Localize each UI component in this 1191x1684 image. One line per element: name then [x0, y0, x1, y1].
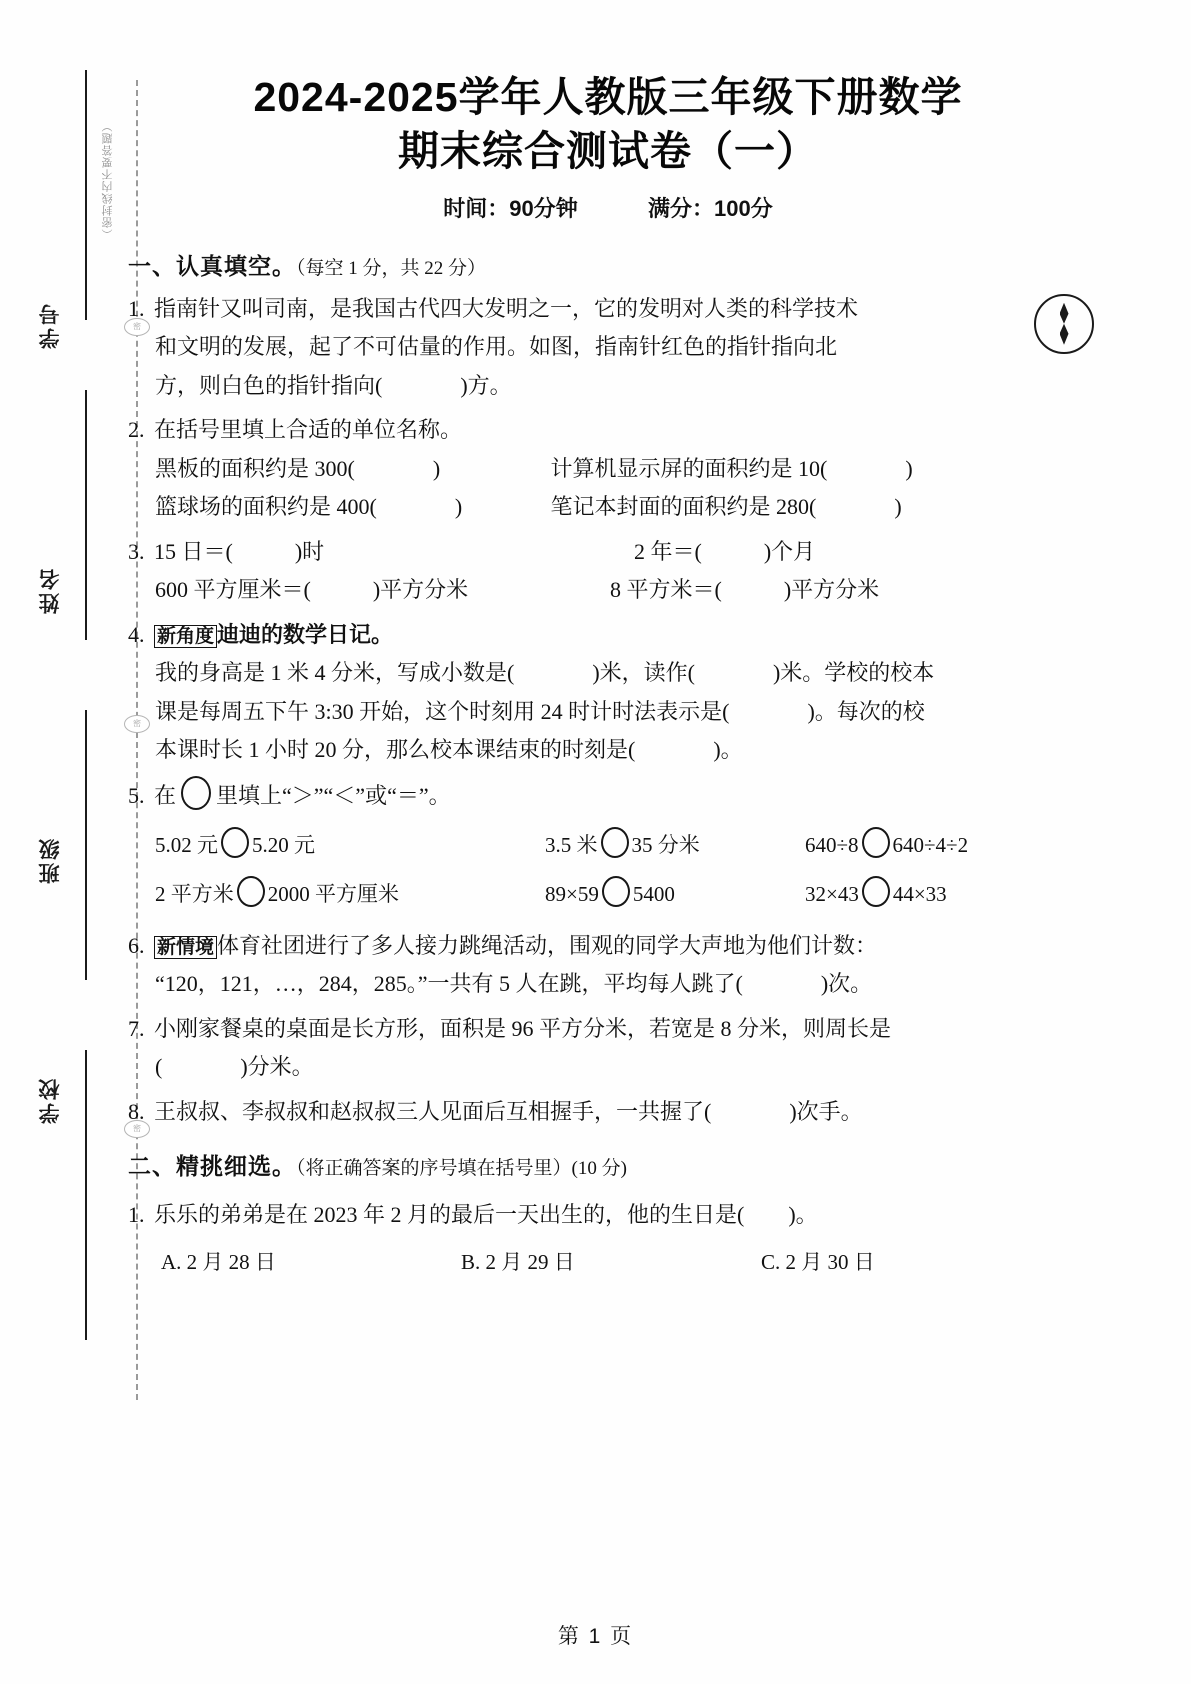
question-text: )分米。	[240, 1054, 314, 1080]
question-text: )次。	[820, 971, 873, 997]
question-text: 乐乐的弟弟是在 2023 年 2 月的最后一天出生的，他的生日是(	[154, 1201, 745, 1227]
question-tag: 新角度	[154, 625, 217, 648]
seal-label-name: 姓名	[39, 566, 62, 614]
compare-left: 640÷8	[805, 833, 859, 858]
question-text: 我的身高是 1 米 4 分米，写成小数是(	[155, 660, 515, 686]
question-line	[128, 927, 1088, 966]
page-title	[128, 70, 1088, 178]
exam-duration: 时间：90分钟	[443, 196, 578, 222]
question-text: )米，读作(	[592, 660, 695, 686]
compare-right: 5400	[632, 881, 675, 906]
item-text: 笔记本封面的面积约是 280(	[550, 494, 817, 520]
exam-total-score: 满分：100分	[648, 196, 773, 222]
unit-item	[551, 450, 913, 489]
compare-item	[545, 827, 805, 864]
seal-divider-line	[85, 70, 87, 320]
conv-item	[154, 533, 634, 572]
question-fill-8	[128, 1093, 1088, 1132]
seal-note: （密封线内不要答题）	[102, 120, 114, 240]
question-line	[128, 1048, 1088, 1087]
item-text: 篮球场的面积约是 400(	[155, 494, 377, 520]
question-text: 本课时长 1 小时 20 分，那么校本课结束的时刻是(	[155, 737, 636, 763]
compare-item	[155, 876, 545, 913]
compare-row	[128, 827, 1088, 864]
question-line	[128, 1010, 1088, 1049]
compare-item	[805, 827, 1095, 864]
question-text: 方，则白色的指针指向(	[155, 372, 383, 398]
item-text: 8 平方米＝(	[610, 577, 722, 603]
question-text: 迪迪的数学日记。	[217, 621, 394, 647]
item-close: )平方分米	[783, 577, 880, 603]
compare-right: 5.20 元	[252, 833, 315, 858]
question-text: 在括号里填上合适的单位名称。	[154, 417, 463, 443]
compare-item	[155, 827, 545, 864]
question-line	[128, 533, 1088, 572]
unit-item	[551, 488, 902, 527]
question-number: 3.	[128, 538, 145, 564]
choice-option-b[interactable]: B. 2 月 29 日	[461, 1250, 575, 1275]
compare-circle[interactable]	[602, 876, 630, 907]
compare-left: 32×43	[805, 881, 859, 906]
question-line	[128, 1093, 1088, 1132]
compass-icon	[1034, 294, 1094, 354]
compare-left: 89×59	[545, 881, 599, 906]
question-number: 2.	[128, 417, 145, 443]
choice-option-c[interactable]: C. 2 月 30 日	[761, 1250, 875, 1275]
question-text: 小刚家餐桌的桌面是长方形，面积是 96 平方分米，若宽是 8 分米，则周长是	[154, 1015, 892, 1041]
title-line-2: 期末综合测试卷（一）	[398, 128, 818, 175]
compass-needle-icon	[1060, 303, 1069, 345]
question-text: )次手。	[789, 1098, 863, 1124]
question-number: 5.	[128, 782, 145, 808]
question-fill-4	[128, 616, 1088, 770]
question-line	[128, 731, 1088, 770]
question-line	[128, 1196, 1088, 1235]
compare-left: 5.02 元	[155, 833, 218, 858]
question-number: 7.	[128, 1015, 145, 1041]
seal-stamp-icon: 密	[124, 715, 150, 733]
question-line	[128, 654, 1088, 693]
page-footer: 第 1 页	[557, 1625, 634, 1648]
question-line	[128, 776, 1088, 816]
compare-item	[805, 876, 1095, 913]
exam-content	[128, 70, 1088, 1281]
question-line: 和文明的发展，起了不可估量的作用。如图，指南针红色的指针指向北	[155, 334, 838, 360]
question-fill-5	[128, 776, 1088, 913]
item-text: 黑板的面积约是 300(	[155, 455, 355, 481]
question-number: 1.	[128, 1201, 145, 1227]
item-close: )时	[294, 538, 325, 564]
section-heading-fill-in	[128, 249, 1088, 284]
item-close: )	[432, 455, 441, 481]
item-text: 计算机显示屏的面积约是 10(	[550, 455, 828, 481]
conv-item	[610, 577, 879, 602]
compare-circle[interactable]	[237, 876, 265, 907]
exam-meta	[128, 192, 1088, 223]
question-text: 指南针又叫司南，是我国古代四大发明之一，它的发明对人类的科学技术	[154, 295, 859, 321]
question-line	[128, 571, 1088, 610]
item-close: )平方分米	[372, 577, 469, 603]
section-1-title: 一、认真填空。	[128, 253, 296, 280]
seal-strip	[39, 60, 141, 1440]
question-number: 1.	[128, 295, 145, 321]
section-1-score: （每空 1 分，共 22 分）	[296, 258, 487, 280]
question-text: 王叔叔、李叔叔和赵叔叔三人见面后互相握手，一共握了(	[154, 1098, 712, 1124]
choice-options-row	[128, 1244, 1088, 1281]
item-text: 600 平方厘米＝(	[155, 577, 311, 603]
question-line	[128, 616, 1088, 655]
question-line	[128, 290, 1088, 329]
compare-left: 3.5 米	[545, 833, 598, 858]
question-line	[128, 450, 1088, 489]
title-line-1: 2024-2025学年人教版三年级下册数学	[253, 74, 963, 120]
seal-label-school: 学校	[39, 1076, 62, 1124]
question-text: 里填上“＞”“＜”或“＝”。	[216, 782, 451, 808]
question-line	[128, 411, 1088, 450]
question-fill-3	[128, 533, 1088, 610]
section-heading-multiple-choice	[128, 1149, 1088, 1184]
question-number: 6.	[128, 932, 145, 958]
question-text: 在	[154, 782, 177, 808]
section-2-title: 二、精挑细选。	[128, 1153, 296, 1180]
unit-item	[155, 450, 545, 489]
question-text: “120，121，…，284，285。”一共有 5 人在跳，平均每人跳了(	[155, 971, 743, 997]
choice-option-a[interactable]: A. 2 月 28 日	[161, 1250, 276, 1275]
compare-row	[128, 876, 1088, 913]
conv-item	[155, 571, 610, 610]
question-text: )。每次的校	[807, 698, 925, 724]
compare-right: 35 分米	[631, 833, 700, 858]
question-text: 课是每周五下午 3:30 开始，这个时刻用 24 时计时法表示是(	[155, 698, 730, 724]
compare-item	[545, 876, 805, 913]
question-line	[128, 488, 1088, 527]
question-text: )米。学校的校本	[772, 660, 935, 686]
question-text: 体育社团进行了多人接力跳绳活动，围观的同学大声地为他们计数：	[217, 932, 878, 958]
question-text: )。	[788, 1201, 818, 1227]
question-line	[128, 367, 1088, 406]
question-text: )。	[713, 737, 743, 763]
question-tag: 新情境	[154, 936, 217, 959]
question-text: (	[155, 1054, 163, 1080]
item-close: )	[454, 494, 463, 520]
item-close: )	[905, 455, 913, 481]
question-line	[128, 965, 1088, 1004]
question-number: 8.	[128, 1098, 145, 1124]
seal-label-student-id: 学号	[39, 301, 62, 349]
question-fill-7	[128, 1010, 1088, 1087]
question-text: )方。	[460, 372, 512, 398]
compare-right: 640÷4÷2	[892, 833, 969, 858]
seal-stamp-icon: 密	[124, 318, 150, 336]
seal-label-class: 班级	[39, 836, 62, 884]
item-close: )	[894, 494, 902, 520]
question-choice-1	[128, 1196, 1088, 1281]
question-fill-6	[128, 927, 1088, 1004]
compare-circle[interactable]	[862, 876, 890, 907]
question-line	[128, 693, 1088, 732]
compare-right: 44×33	[892, 881, 947, 906]
question-fill-2	[128, 411, 1088, 527]
item-close: )个月	[763, 538, 816, 564]
compare-right: 2000 平方厘米	[267, 881, 399, 906]
compare-circle[interactable]	[601, 827, 629, 858]
compare-circle[interactable]	[862, 827, 890, 858]
section-2-score: （将正确答案的序号填在括号里）(10 分)	[296, 1158, 627, 1180]
item-text: 2 年＝(	[634, 538, 702, 564]
item-text: 15 日＝(	[154, 538, 233, 564]
compare-circle[interactable]	[221, 827, 249, 858]
seal-stamp-icon: 密	[124, 1120, 150, 1138]
question-number: 4.	[128, 621, 145, 647]
compare-circle[interactable]	[181, 776, 211, 810]
unit-item	[155, 488, 545, 527]
compare-left: 2 平方米	[155, 881, 234, 906]
question-fill-1	[128, 290, 1088, 406]
conv-item	[634, 539, 815, 564]
